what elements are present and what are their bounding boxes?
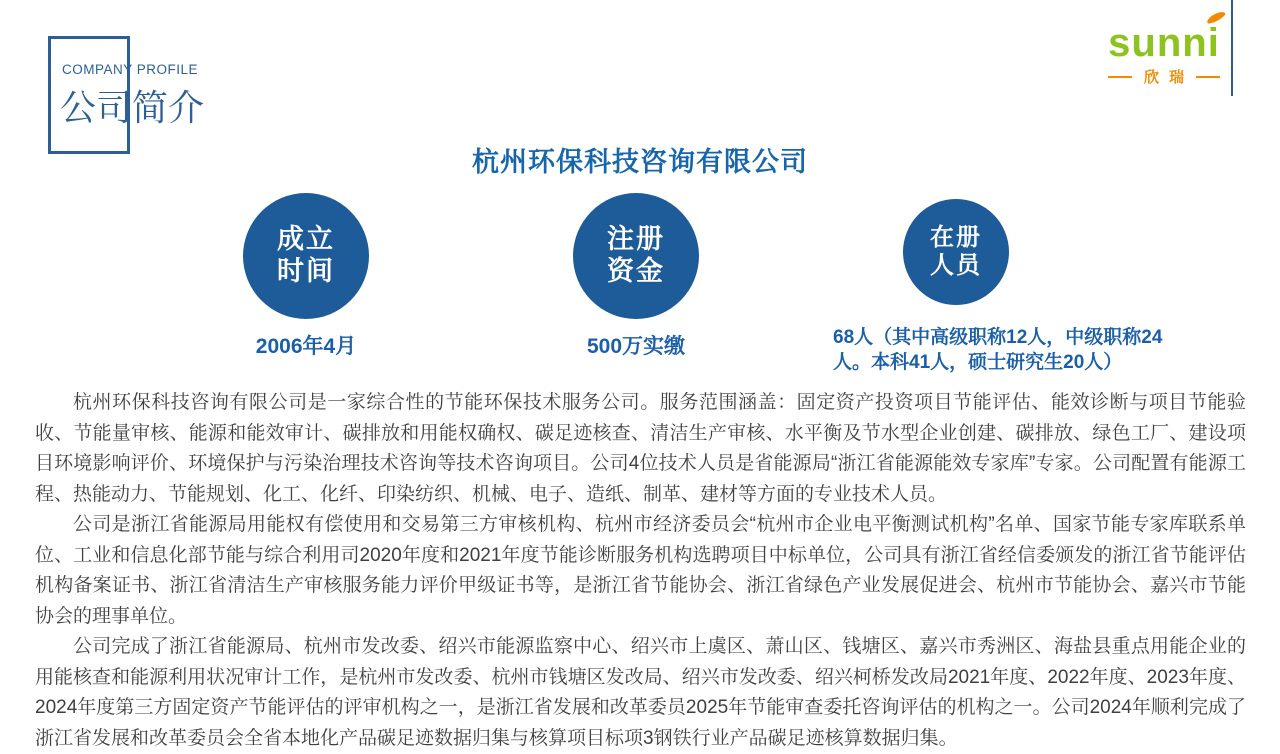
paragraph-services: 杭州环保科技咨询有限公司是一家综合性的节能环保技术服务公司。服务范围涵盖：固定资产投资项目节能评估、能效诊断与项目节能验收、节能量审核、能源和能效审计、碳排放和用能权确权、碳足迹核查、清洁生产审核、水平衡及节水型企业创建、碳排放、绿色工厂、建设项目环境影响评价、环境保护与污染治理技术咨询等技术咨询项目。公司4位技术人员是省能源局“浙江省能源能效专家库”专家。公司配置有能源工程、热能动力、节能规划、化工、化纤、印染纺织、机械、电子、造纸、制革、建材等方面的专业技术人员。 — [35, 392, 1246, 505]
stat-caption-staff: 68人（其中高级职称12人，中级职称24人。本科41人，硕士研究生20人） — [833, 327, 1163, 374]
top-right-accent-line — [1231, 0, 1233, 96]
header-eyebrow: COMPANY PROFILE — [62, 62, 199, 77]
leaf-icon — [1205, 10, 1226, 26]
stat-circle-label: 人员 — [930, 252, 982, 279]
company-logo — [1096, 22, 1232, 87]
paragraph-projects: 公司完成了浙江省能源局、杭州市发改委、绍兴市能源监察中心、绍兴市上虞区、萧山区、钱塘区、嘉兴市秀洲区、海盐县重点用能企业的用能核查和能源利用状况审计工作，是杭州市发改委、杭州市钱塘区发改局、绍兴市发改委、绍兴柯桥发改局2021年度、2022年度、2023年度、2024年度第三方固定资产节能评估的评审机构之一，是浙江省发展和改革委员2025年节能审查委托咨询评估的机构之一。公司2024年顺利完成了浙江省发展和改革委员会全省本地化产品碳足迹数据归集与核算项目标项3钢铁行业产品碳足迹核算数据归集。 — [35, 636, 1246, 749]
stat-caption-capital: 500万实缴 — [586, 335, 686, 358]
logo-subtext-row — [1096, 66, 1232, 87]
stat-circle-label: 资金 — [607, 256, 665, 286]
logo-dash-right — [1196, 76, 1220, 78]
stat-circle-label: 在册 — [930, 223, 982, 251]
stat-circle-label: 注册 — [607, 224, 665, 255]
logo-subtext: 欣瑞 — [1143, 69, 1194, 86]
stat-circle-label: 时间 — [277, 256, 335, 286]
stat-circle-capital — [573, 193, 699, 319]
section-title: 公司简介 — [60, 87, 205, 128]
page-title: 杭州环保科技咨询有限公司 — [472, 147, 808, 177]
stat-circle-founded — [243, 193, 369, 319]
paragraph-credentials: 公司是浙江省能源局用能权有偿使用和交易第三方审核机构、杭州市经济委员会“杭州市企业电平衡测试机构”名单、国家节能专家库联系单位、工业和信息化部节能与综合利用司2020年度和2021年度节能诊断服务机构选聘项目中标单位，公司具有浙江省经信委颁发的浙江省节能评估机构备案证书、浙江省清洁生产审核服务能力评价甲级证书等，是浙江省节能协会、浙江省绿色产业发展促进会、杭州市节能协会、嘉兴市节能协会的理事单位。 — [35, 514, 1246, 627]
stat-circle-staff — [903, 199, 1009, 305]
stat-caption-founded: 2006年4月 — [255, 335, 357, 358]
logo-wordmark: sunni — [1108, 22, 1220, 64]
stat-circle-label: 成立 — [277, 224, 335, 255]
logo-dash-left — [1108, 76, 1132, 78]
company-description — [35, 388, 1246, 754]
